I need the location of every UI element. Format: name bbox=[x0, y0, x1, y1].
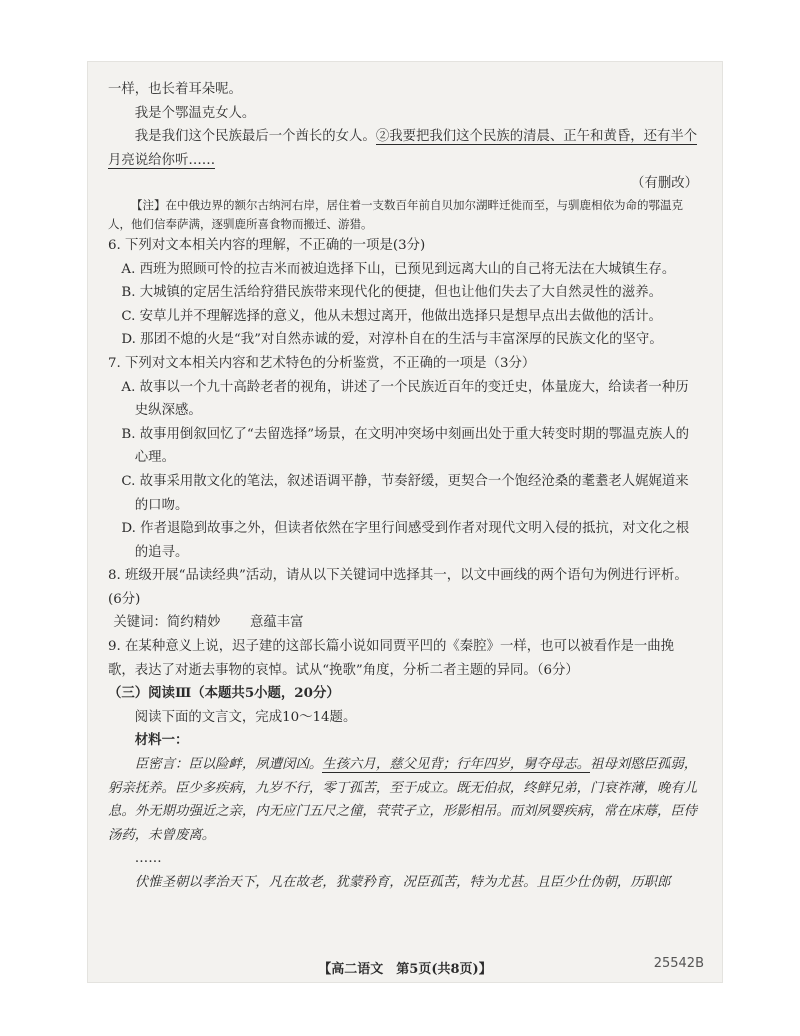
paper-code: 25542B bbox=[653, 956, 704, 971]
question-7-stem: 7. 下列对文本相关内容和艺术特色的分析鉴赏，不正确的一项是（3分） bbox=[108, 355, 536, 371]
classical-text-paragraph-2: 伏惟圣朝以孝治天下，凡在故老，犹蒙矜育，况臣孤苦，特为尤甚。且臣少仕伪朝，历职郎 bbox=[134, 875, 671, 890]
question-7-option-c: C. 故事采用散文化的笔法，叙述语调平静，节奏舒缓，更契合一个饱经沧桑的耄耋老人娓娓道来的口吻。 bbox=[121, 473, 689, 513]
question-6-option-d: D. 那团不熄的火是“我”对自然赤诚的爱，对淳朴自在的生活与丰富深厚的民族文化的坚守。 bbox=[121, 332, 663, 348]
story-line: 我是个鄂温克女人。 bbox=[134, 105, 256, 121]
keyword-2: 意蕴丰富 bbox=[249, 615, 304, 631]
question-6-option-a: A. 西班为照顾可怜的拉吉米而被迫选择下山，已预见到远离大山的自己将无法在大城镇生存。 bbox=[121, 261, 676, 277]
section-3-instruction: 阅读下面的文言文，完成10～14题。 bbox=[134, 709, 357, 725]
question-9-stem: 9. 在某种意义上说，迟子建的这部长篇小说如同贾平凹的《秦腔》一样，也可以被看作是一曲挽歌，表达了对逝去事物的哀悼。试从“挽歌”角度，分析二者主题的异同。（6分） bbox=[108, 639, 675, 678]
story-line bbox=[108, 125, 698, 172]
question-8-stem: 8. 班级开展“品读经典”活动，请从以下关键词中选择其一，以文中画线的两个语句为例进行评析。(6分) bbox=[108, 568, 688, 607]
material-1-label: 材料一： bbox=[134, 732, 189, 749]
question-7-option-d: D. 作者退隐到故事之外，但读者依然在字里行间感受到作者对现代文明入侵的抵抗，对文化之根的追寻。 bbox=[121, 521, 690, 560]
page-footer: 【高二语文 第5页(共8页)】 bbox=[318, 962, 492, 977]
page-content bbox=[108, 78, 698, 895]
keyword-1: 关键词：简约精妙 bbox=[113, 615, 221, 631]
story-text: 我是我们这个民族最后一个酋长的女人。 bbox=[134, 129, 376, 145]
classical-text: 祖母刘愍臣孤弱，躬亲抚养。臣少多疾病，九岁不行，零丁孤苦，至于成立。既无伯叔，终鲜兄弟，门衰祚薄，晚有儿息。外无期功强近之亲，内无应门五尺之僮，茕茕孑立，形影相吊。而刘夙婴疾病，常在床蓐，臣侍汤药，未曾废离。 bbox=[108, 757, 698, 843]
underlined-classical-sentence: 生孩六月，慈父见背；行年四岁，舅夺母志。 bbox=[322, 757, 591, 773]
question-7-option-a: A. 故事以一个九十高龄老者的视角，讲述了一个民族近百年的变迁史，体量庞大，给读者一种历史纵深感。 bbox=[121, 379, 689, 419]
classical-text-paragraph bbox=[108, 753, 698, 847]
question-6-option-b: B. 大城镇的定居生活给狩猎民族带来现代化的便捷，但也让他们失去了大自然灵性的滋养。 bbox=[121, 285, 662, 301]
keywords-line bbox=[108, 611, 698, 635]
classical-text: 臣密言：臣以险衅，夙遭闵凶。 bbox=[134, 757, 323, 773]
story-line: 一样，也长着耳朵呢。 bbox=[108, 82, 242, 97]
edit-note: （有删改） bbox=[631, 176, 698, 192]
question-6-stem: 6. 下列对文本相关内容的理解，不正确的一项是(3分) bbox=[108, 237, 426, 253]
question-6-option-c: C. 安草儿并不理解选择的意义，他从未想过离开，他做出选择只是想早点出去做他的活计。 bbox=[121, 308, 662, 324]
question-7-option-b: B. 故事用倒叙回忆了“去留选择”场景，在文明冲突场中刻画出处于重大转变时期的鄂温克族人的心理。 bbox=[121, 426, 690, 466]
section-3-title: （三）阅读Ⅲ（本题共5小题，20分） bbox=[108, 685, 340, 702]
underlined-sentence-2: ②我要把我们这个民族的清晨、正午和黄昏，还有半个月亮说给你听…… bbox=[108, 129, 698, 168]
exam-page bbox=[88, 62, 722, 982]
ellipsis: …… bbox=[134, 851, 162, 867]
annotation-note: 【注】在中俄边界的额尔古纳河右岸，居住着一支数百年前自贝加尔湖畔迁徙而至，与驯鹿相依为命的鄂温克人，他们信奉萨满，逐驯鹿所喜食物而搬迁、游猎。 bbox=[108, 197, 683, 231]
